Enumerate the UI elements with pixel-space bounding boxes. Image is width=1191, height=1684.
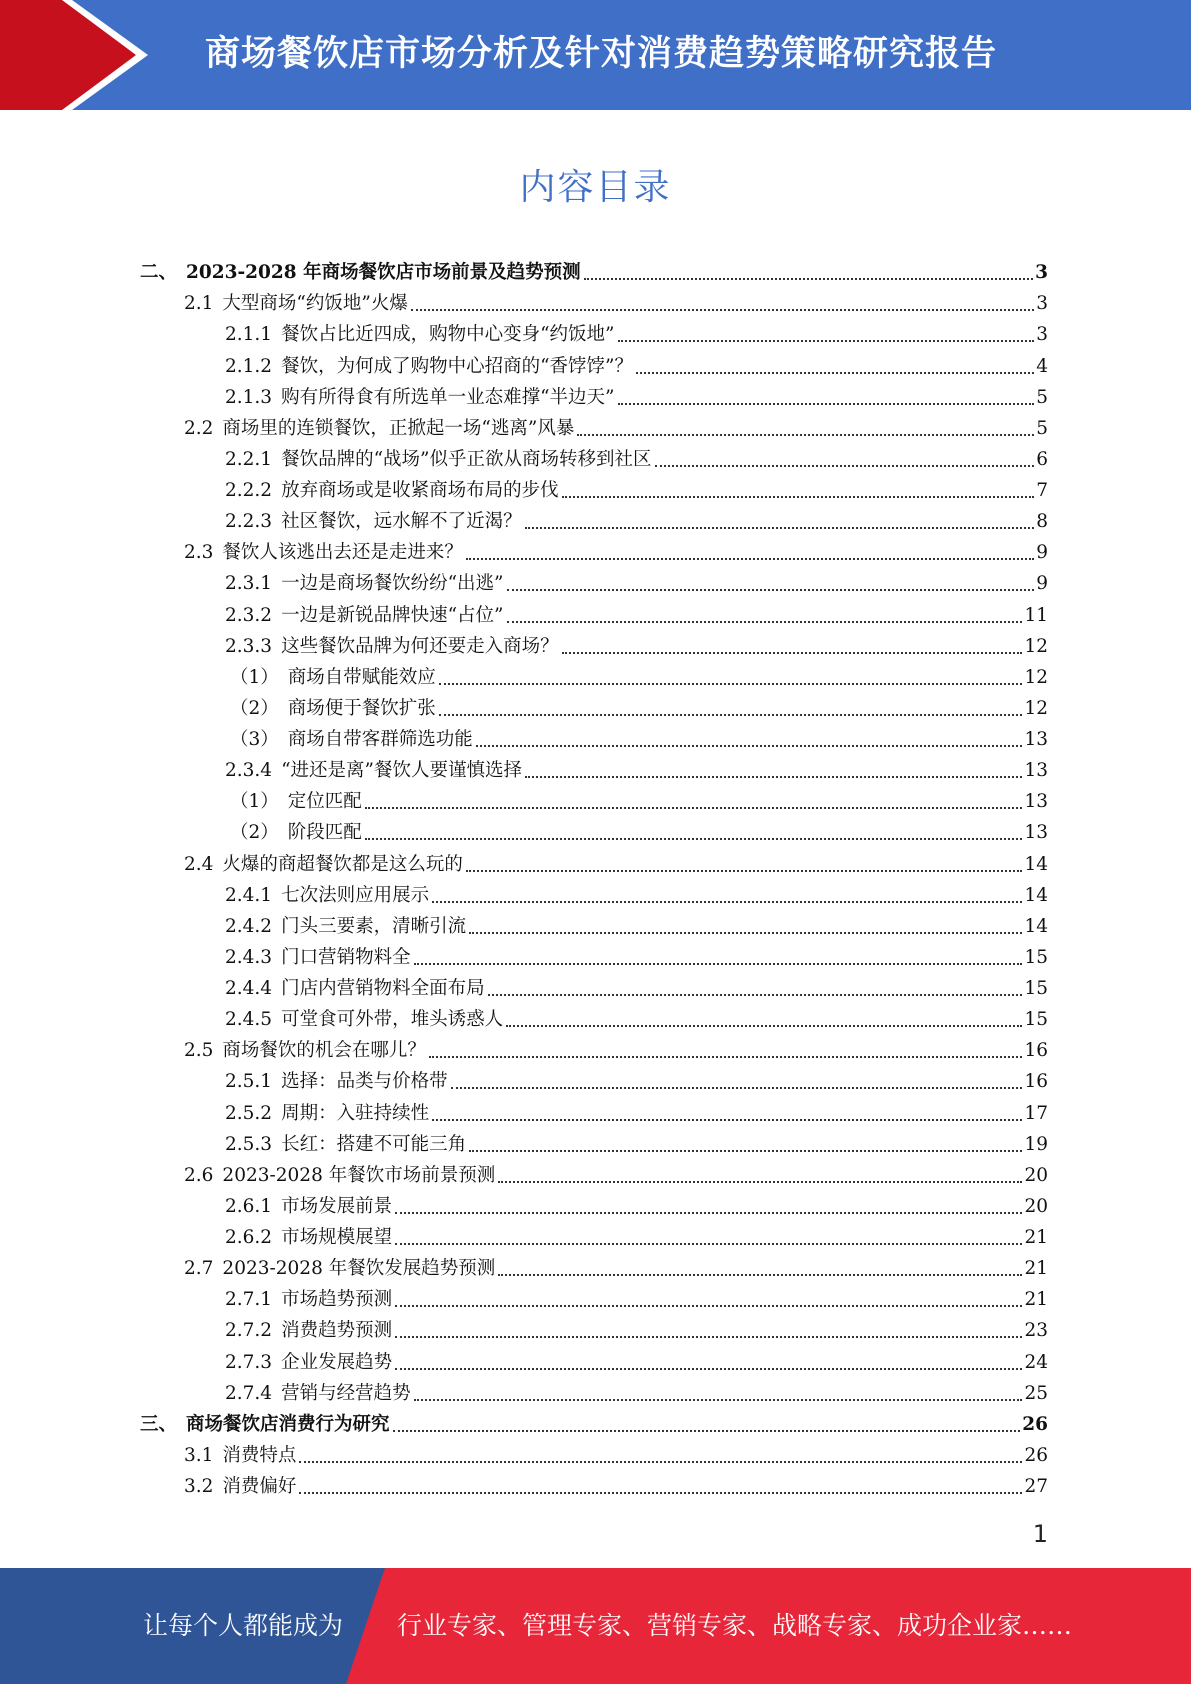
toc-entry-page: 14 [1024, 884, 1048, 906]
toc-dot-leader [525, 526, 1035, 529]
toc-entry-page: 8 [1036, 511, 1048, 533]
toc-entry[interactable] [0, 690, 1191, 721]
toc-entry[interactable] [0, 285, 1191, 316]
toc-entry-number: 2.2 [184, 417, 214, 439]
toc-entry-title: 市场发展前景 [281, 1195, 393, 1217]
toc-entry[interactable] [0, 939, 1191, 970]
toc-entry-number: 2.4.4 [225, 978, 273, 999]
toc-entry-page: 20 [1024, 1164, 1048, 1186]
toc-entry-title: 市场规模展望 [281, 1227, 393, 1248]
toc-dot-leader [488, 993, 1023, 996]
toc-dot-leader [577, 433, 1034, 436]
toc-entry[interactable] [0, 908, 1191, 939]
toc-dot-leader [393, 1429, 1021, 1432]
toc-dot-leader [439, 682, 1023, 685]
report-title: 商场餐饮店市场分析及针对消费趋势策略研究报告 [205, 34, 998, 74]
toc-entry-number: 2.2.3 [225, 511, 273, 533]
toc-entry-title: 消费特点 [222, 1444, 297, 1466]
toc-entry[interactable] [0, 659, 1191, 690]
toc-entry[interactable] [0, 596, 1191, 627]
toc-entry-number: 二、 [140, 262, 178, 284]
toc-entry-title: 2023-2028 年餐饮发展趋势预测 [222, 1258, 496, 1280]
toc-entry-title: 消费偏好 [222, 1476, 297, 1497]
toc-entry-title: “进还是离”餐饮人要谨慎选择 [281, 760, 522, 782]
toc-entry[interactable] [0, 814, 1191, 845]
toc-entry-number: 2.7.2 [225, 1320, 273, 1342]
toc-entry[interactable] [0, 1063, 1191, 1094]
toc-entry-title: 消费趋势预测 [281, 1320, 393, 1342]
toc-entry[interactable] [0, 441, 1191, 472]
toc-entry-title: 营销与经营趋势 [281, 1382, 411, 1404]
toc-dot-leader [395, 1242, 1022, 1245]
toc-entry-title: 企业发展趋势 [281, 1351, 393, 1373]
toc-entry-number: 3.1 [184, 1444, 214, 1466]
toc-entry-page: 12 [1024, 666, 1048, 688]
toc-entry-title: 购有所得食有所选单一业态难撑“半边天” [281, 386, 615, 408]
toc-dot-leader [507, 588, 1035, 591]
toc-entry-number: 2.6.1 [225, 1195, 273, 1217]
toc-entry-title: 餐饮品牌的“战场”似乎正欲从商场转移到社区 [281, 448, 652, 470]
toc-entry-number: 2.7.3 [225, 1351, 273, 1373]
toc-entry[interactable] [0, 1281, 1191, 1312]
toc-entry-number: 2.3.1 [225, 573, 273, 595]
toc-entry-page: 5 [1036, 386, 1048, 408]
toc-entry-number: 2.1.1 [225, 324, 273, 346]
toc-entry-number: （3） [230, 729, 279, 750]
toc-entry-page: 13 [1024, 729, 1048, 750]
toc-entry-title: 2023-2028 年商场餐饮店市场前景及趋势预测 [186, 262, 581, 284]
toc-entry[interactable] [0, 1219, 1191, 1250]
toc-dot-leader [584, 277, 1034, 280]
toc-entry[interactable] [0, 1094, 1191, 1125]
toc-dot-leader [411, 308, 1034, 311]
toc-entry-page: 17 [1024, 1102, 1048, 1124]
toc-entry-page: 12 [1024, 635, 1048, 657]
toc-entry[interactable] [0, 534, 1191, 565]
toc-entry-page: 12 [1024, 697, 1048, 719]
toc-dot-leader [562, 651, 1023, 654]
toc-entry[interactable] [0, 752, 1191, 783]
toc-entry-page: 11 [1024, 604, 1048, 626]
toc-entry-page: 25 [1024, 1382, 1048, 1404]
toc-entry-title: 餐饮，为何成了购物中心招商的“香饽饽”？ [281, 355, 633, 377]
toc-entry-number: 2.4.5 [225, 1009, 273, 1031]
footer-slogan-left: 让每个人都能成为 [143, 1611, 344, 1640]
toc-entry-title: 市场趋势预测 [281, 1289, 393, 1311]
toc-entry-title: 门口营销物料全 [281, 946, 411, 968]
toc-entry-page: 3 [1036, 324, 1048, 346]
toc-entry-page: 3 [1035, 262, 1048, 284]
toc-dot-leader [498, 1180, 1022, 1183]
toc-entry-number: 2.3.2 [225, 604, 273, 626]
toc-entry-number: 2.7.4 [225, 1382, 273, 1404]
toc-entry[interactable] [0, 628, 1191, 659]
toc-entry-number: 2.4.1 [225, 884, 273, 906]
toc-dot-leader [469, 1149, 1022, 1152]
toc-entry-page: 7 [1036, 480, 1048, 501]
toc-entry-title: 阶段匹配 [287, 822, 362, 844]
toc-dot-leader [498, 1273, 1022, 1276]
header-banner [0, 0, 1191, 110]
toc-dot-leader [365, 806, 1023, 809]
toc-entry[interactable] [0, 503, 1191, 534]
toc-entry-number: 2.5 [184, 1040, 214, 1062]
toc-entry[interactable] [0, 1406, 1191, 1437]
toc-entry-number: （2） [230, 697, 279, 719]
toc-dot-leader [476, 744, 1023, 747]
toc-entry-title: 长红：搭建不可能三角 [281, 1133, 467, 1155]
toc-dot-leader [618, 339, 1035, 342]
header-arrow-graphic [0, 0, 160, 110]
toc-entry-number: 2.3 [184, 542, 214, 564]
toc-dot-leader [525, 775, 1022, 778]
toc-entry-title: 七次法则应用展示 [281, 884, 430, 906]
toc-entry[interactable] [0, 1126, 1191, 1157]
toc-entry-page: 21 [1024, 1289, 1048, 1311]
toc-entry[interactable] [0, 316, 1191, 347]
toc-dot-leader [432, 900, 1022, 903]
toc-entry-page: 4 [1036, 355, 1048, 377]
toc-entry-title: 这些餐饮品牌为何还要走入商场？ [281, 635, 559, 657]
toc-entry-page: 21 [1024, 1227, 1048, 1248]
toc-dot-leader [395, 1335, 1022, 1338]
toc-entry[interactable] [0, 1375, 1191, 1406]
toc-entry-number: 2.6.2 [225, 1227, 273, 1248]
toc-entry-page: 26 [1022, 1413, 1048, 1435]
toc-entry-number: 2.1.3 [225, 386, 273, 408]
toc-dot-leader [507, 620, 1023, 623]
toc-entry-page: 26 [1024, 1444, 1048, 1466]
toc-entry[interactable] [0, 1188, 1191, 1219]
toc-entry-title: 火爆的商超餐饮都是这么玩的 [222, 853, 463, 875]
toc-entry-page: 16 [1024, 1071, 1048, 1093]
toc-entry-number: 2.6 [184, 1164, 214, 1186]
toc-entry-title: 商场餐饮店消费行为研究 [186, 1413, 390, 1435]
toc-entry-page: 16 [1024, 1040, 1048, 1062]
toc-entry[interactable] [0, 1312, 1191, 1343]
toc-entry-number: 2.4 [184, 853, 214, 875]
toc-entry-page: 6 [1036, 448, 1048, 470]
toc-dot-leader [466, 869, 1023, 872]
toc-entry-title: 门头三要素，清晰引流 [281, 915, 467, 937]
toc-entry-page: 19 [1024, 1133, 1048, 1155]
toc-entry-title: 商场里的连锁餐饮，正掀起一场“逃离”风暴 [222, 417, 575, 439]
toc-entry[interactable] [0, 877, 1191, 908]
toc-entry-page: 13 [1024, 791, 1048, 813]
toc-entry-number: 2.4.3 [225, 946, 273, 968]
toc-entry-number: 2.2.1 [225, 448, 273, 470]
toc-heading: 内容目录 [519, 167, 672, 208]
toc-dot-leader [395, 1211, 1022, 1214]
toc-entry-page: 13 [1024, 760, 1048, 782]
toc-entry-page: 24 [1024, 1351, 1048, 1373]
toc-dot-leader [655, 464, 1035, 467]
toc-entry-page: 14 [1024, 915, 1048, 937]
toc-entry[interactable] [0, 721, 1191, 752]
toc-dot-leader [506, 1024, 1022, 1027]
toc-entry[interactable] [0, 1437, 1191, 1468]
toc-entry-title: 商场自带客群筛选功能 [287, 729, 473, 750]
toc-entry-title: 一边是商场餐饮纷纷“出逃” [281, 573, 504, 595]
toc-entry-number: 2.1 [184, 293, 214, 315]
toc-entry-page: 9 [1036, 542, 1048, 564]
toc-entry[interactable] [0, 1250, 1191, 1281]
toc-entry-number: （2） [230, 822, 279, 844]
toc-entry-page: 3 [1036, 293, 1048, 315]
toc-entry-number: 三、 [140, 1413, 178, 1435]
toc-entry-page: 5 [1036, 417, 1048, 439]
toc-dot-leader [429, 1055, 1023, 1058]
toc-entry[interactable] [0, 347, 1191, 378]
toc-dot-leader [414, 962, 1023, 965]
toc-dot-leader [365, 837, 1023, 840]
toc-entry-number: 2.3.3 [225, 635, 273, 657]
toc-dot-leader [395, 1304, 1022, 1307]
toc-dot-leader [439, 713, 1023, 716]
toc-entry[interactable] [0, 1032, 1191, 1063]
toc-dot-leader [618, 402, 1035, 405]
toc-entry-page: 23 [1024, 1320, 1048, 1342]
toc-entry-page: 15 [1024, 978, 1048, 999]
toc-entry-number: 2.3.4 [225, 760, 273, 782]
toc-entry-number: 2.5.1 [225, 1071, 273, 1093]
toc-dot-leader [299, 1491, 1022, 1494]
toc-entry-number: 3.2 [184, 1476, 214, 1497]
toc-dot-leader [299, 1460, 1022, 1463]
toc-entry-title: 定位匹配 [287, 791, 362, 813]
toc-entry-title: 餐饮占比近四成，购物中心变身“约饭地” [281, 324, 615, 346]
toc-entry[interactable] [0, 379, 1191, 410]
toc-entry-title: 放弃商场或是收紧商场布局的步伐 [281, 480, 559, 501]
toc-entry-title: 商场便于餐饮扩张 [287, 697, 436, 719]
toc-entry-number: 2.4.2 [225, 915, 273, 937]
toc-entry[interactable] [0, 410, 1191, 441]
toc-dot-leader [636, 371, 1034, 374]
toc-entry[interactable] [0, 783, 1191, 814]
toc-entry-title: 门店内营销物料全面布局 [281, 978, 485, 999]
toc-dot-leader [466, 557, 1034, 560]
toc-entry-title: 2023-2028 年餐饮市场前景预测 [222, 1164, 496, 1186]
toc-entry-page: 21 [1024, 1258, 1048, 1280]
toc-entry[interactable] [0, 254, 1191, 285]
toc-entry[interactable] [0, 1157, 1191, 1188]
toc-dot-leader [562, 495, 1035, 498]
toc-entry-title: 可堂食可外带，堆头诱惑人 [281, 1009, 504, 1031]
toc-dot-leader [451, 1086, 1023, 1089]
toc-entry-title: 周期：入驻持续性 [281, 1102, 430, 1124]
toc-entry-number: （1） [230, 666, 279, 688]
toc-dot-leader [469, 931, 1022, 934]
toc-entry-number: 2.5.3 [225, 1133, 273, 1155]
toc-entry-page: 15 [1024, 1009, 1048, 1031]
toc-entry-page: 27 [1024, 1476, 1048, 1497]
toc-entry-number: 2.7 [184, 1258, 214, 1280]
toc-entry-number: 2.5.2 [225, 1102, 273, 1124]
toc-dot-leader [414, 1398, 1023, 1401]
toc-entry[interactable] [0, 1343, 1191, 1374]
toc-entry-number: （1） [230, 791, 279, 813]
footer-banner [0, 1568, 1191, 1684]
footer-slogan-right: 行业专家、管理专家、营销专家、战略专家、成功企业家…… [397, 1611, 1073, 1640]
toc-entry-page: 15 [1024, 946, 1048, 968]
toc-entry-title: 社区餐饮，远水解不了近渴？ [281, 511, 522, 533]
toc-entry[interactable] [0, 845, 1191, 876]
toc-entry-title: 商场自带赋能效应 [287, 666, 436, 688]
toc-entry-number: 2.2.2 [225, 480, 273, 501]
toc-entry-page: 20 [1024, 1195, 1048, 1217]
toc-dot-leader [432, 1118, 1022, 1121]
toc-dot-leader [395, 1367, 1022, 1370]
toc-entry[interactable] [0, 1001, 1191, 1032]
toc-entry-title: 一边是新锐品牌快速“占位” [281, 604, 504, 626]
table-of-contents [0, 254, 1191, 1499]
toc-entry-page: 9 [1036, 573, 1048, 595]
toc-entry[interactable] [0, 472, 1191, 503]
toc-entry-page: 13 [1024, 822, 1048, 844]
toc-entry-title: 大型商场“约饭地”火爆 [222, 293, 408, 315]
toc-entry[interactable] [0, 1468, 1191, 1499]
toc-entry[interactable] [0, 565, 1191, 596]
toc-entry-page: 14 [1024, 853, 1048, 875]
page-number: 1 [1032, 1520, 1048, 1548]
toc-entry[interactable] [0, 970, 1191, 1001]
toc-entry-number: 2.1.2 [225, 355, 273, 377]
toc-entry-title: 商场餐饮的机会在哪儿？ [222, 1040, 426, 1062]
toc-entry-title: 餐饮人该逃出去还是走进来？ [222, 542, 463, 564]
toc-entry-number: 2.7.1 [225, 1289, 273, 1311]
toc-entry-title: 选择：品类与价格带 [281, 1071, 448, 1093]
